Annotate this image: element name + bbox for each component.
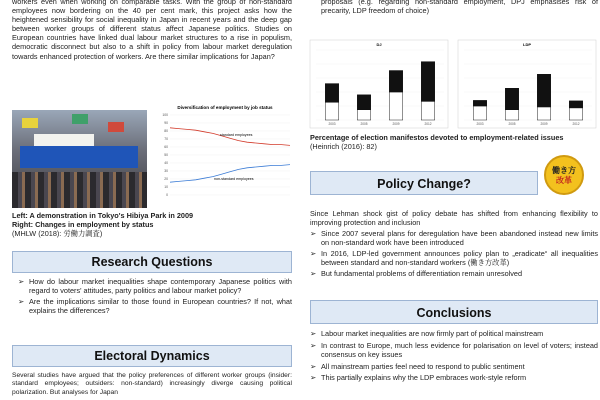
intro-text: workers even when working on comparable tasks. With the group of non-standard employees now bordering on the 40 per cent mark, this project asks how the heightened sensibility for social inequality in Japan in recent years and the deep gap between worker groups of different status affect Japanese politics. Studies on European countries have linked dual labour market structures to a rise in populism, democratic disconnect but also to a shift in policy from labour market deregulation towards enhanced protection of workers. Are there similar implications for Japan? [12, 0, 292, 61]
conclusions-list [310, 329, 598, 385]
series-label-nonstandard: non-standard employees [214, 177, 254, 181]
employment-line-chart [156, 103, 294, 207]
research-questions-list [18, 277, 292, 317]
manifesto-caption [310, 133, 595, 151]
bar-segment-lower [325, 102, 338, 120]
manifesto-caption-source: (Heinrich (2016): 82) [310, 142, 377, 151]
top-continuation [310, 0, 598, 17]
y-tick-label: 70 [164, 137, 168, 142]
list-item: ➢ How do labour market inequalities shape contemporary Japanese politics with regard to voters' attitudes, party politics and labour market policy? [18, 277, 292, 296]
y-tick-label: 0 [166, 193, 168, 198]
y-tick-label: 10 [164, 185, 168, 190]
bullet-arrow-icon: ➢ [310, 373, 317, 382]
bar-segment-lower [421, 101, 434, 120]
bullet-arrow-icon: ➢ [310, 361, 317, 371]
list-item: ➢ This partially explains why the LDP embraces work-style reform [310, 373, 527, 382]
caption-left: Left: A demonstration in Tokyo's Hibiya Park in 2009 [12, 211, 194, 220]
bar-segment-upper [421, 62, 434, 102]
photo-sign [34, 134, 94, 146]
series-label-standard: standard employees [220, 133, 253, 137]
caption-right: Right: Changes in employment by status [12, 220, 154, 229]
list-item: ➢ Labour market inequalities are now firmly part of political mainstream [310, 329, 544, 338]
photo-flag [72, 114, 88, 124]
photo-banner [20, 146, 138, 168]
bar-segment-lower [569, 108, 582, 120]
bar-segment-lower [473, 106, 486, 120]
demonstration-photo [12, 110, 147, 208]
y-tick-label: 60 [164, 145, 168, 150]
list-item: ➢ Since 2007 several plans for deregulation have been abandoned instead new limits on non-standard work have been introduced [310, 229, 598, 248]
list-item: ➢ In contrast to Europe, much less evidence for polarisation on level of voters; instead consensus on key issues [310, 340, 598, 359]
photo-crowd [12, 172, 147, 208]
policy-intro: Since Lehman shock gist of policy debate has shifted from enhancing flexibility to improving protection and inclusion [310, 209, 598, 228]
x-tick-label: 2009 [540, 122, 548, 126]
policy-list [310, 229, 598, 280]
y-tick-label: 80 [164, 129, 168, 134]
bullet-arrow-icon: ➢ [310, 229, 317, 238]
work-style-reform-stamp-icon: 働き方 改革 [544, 155, 584, 195]
bar-segment-lower [389, 92, 402, 120]
right-column [308, 0, 600, 400]
x-tick-label: 2003 [476, 122, 484, 126]
y-tick-label: 40 [164, 161, 168, 166]
section-header-policy: Policy Change? [310, 171, 538, 195]
photo-flag [22, 118, 38, 128]
list-item: ➢ Are the implications similar to those found in European countries? If not, what explains the differences? [18, 297, 292, 316]
section-header-conclusions: Conclusions [310, 300, 598, 324]
manifesto-caption-title: Percentage of election manifestos devoted to employment-related issues [310, 133, 564, 142]
x-tick-label: 2012 [424, 122, 432, 126]
bar-segment-lower [537, 107, 550, 120]
list-item: ➢ In 2016, LDP-led government announces policy plan to „eradicate“ all inequalities between standard and non-standard workers (働き方改革) [310, 249, 598, 268]
bullet-arrow-icon: ➢ [18, 297, 25, 307]
list-item: ➢ All mainstream parties feel need to respond to public sentiment [310, 361, 525, 371]
section-header-research: Research Questions [12, 251, 292, 273]
list-item: proposals (e.g. regarding non-standard employment, DPJ emphasises risk of precarity, LDP freedom of choice) [321, 0, 598, 16]
electoral-text: Several studies have argued that the policy preferences of different worker groups (insider: standard employees; outsiders: non-standard) increasingly diverge causing political polarization. But analyses for Japan [12, 372, 292, 396]
bullet-arrow-icon: ➢ [310, 329, 317, 338]
x-tick-label: 2012 [572, 122, 580, 126]
bar-segment-upper [325, 84, 338, 103]
bar-segment-upper [537, 74, 550, 107]
x-tick-label: 2005 [360, 122, 368, 126]
section-header-electoral: Electoral Dynamics [12, 345, 292, 367]
x-tick-label: 2003 [328, 122, 336, 126]
caption-source: (MHLW (2018): 労働力調査) [12, 229, 103, 238]
photo-flag [108, 122, 124, 132]
mini-chart-title: Diversification of employment by job status [177, 105, 273, 110]
bullet-arrow-icon: ➢ [310, 340, 317, 350]
bar-segment-upper [505, 88, 518, 109]
bullet-arrow-icon: ➢ [310, 249, 317, 259]
manifesto-bar-charts [308, 38, 600, 130]
y-tick-label: 30 [164, 169, 168, 174]
bar-segment-lower [357, 110, 370, 120]
y-tick-label: 20 [164, 177, 168, 182]
bar-segment-upper [357, 95, 370, 110]
bar-segment-upper [389, 71, 402, 92]
bar-segment-upper [569, 101, 582, 108]
x-tick-label: 2005 [508, 122, 516, 126]
figure-caption [12, 211, 297, 238]
bullet-arrow-icon: ➢ [310, 269, 317, 279]
list-item: ➢ But fundamental problems of differentiation remain unresolved [310, 269, 523, 279]
y-tick-label: 50 [164, 153, 168, 158]
chart-title: DJ [376, 42, 382, 47]
x-tick-label: 2009 [392, 122, 400, 126]
y-tick-label: 90 [164, 121, 168, 126]
bullet-arrow-icon: ➢ [18, 277, 25, 286]
bar-segment-lower [505, 110, 518, 120]
bar-segment-upper [473, 100, 486, 106]
y-tick-label: 100 [162, 113, 168, 118]
chart-title: LDP [523, 42, 531, 47]
